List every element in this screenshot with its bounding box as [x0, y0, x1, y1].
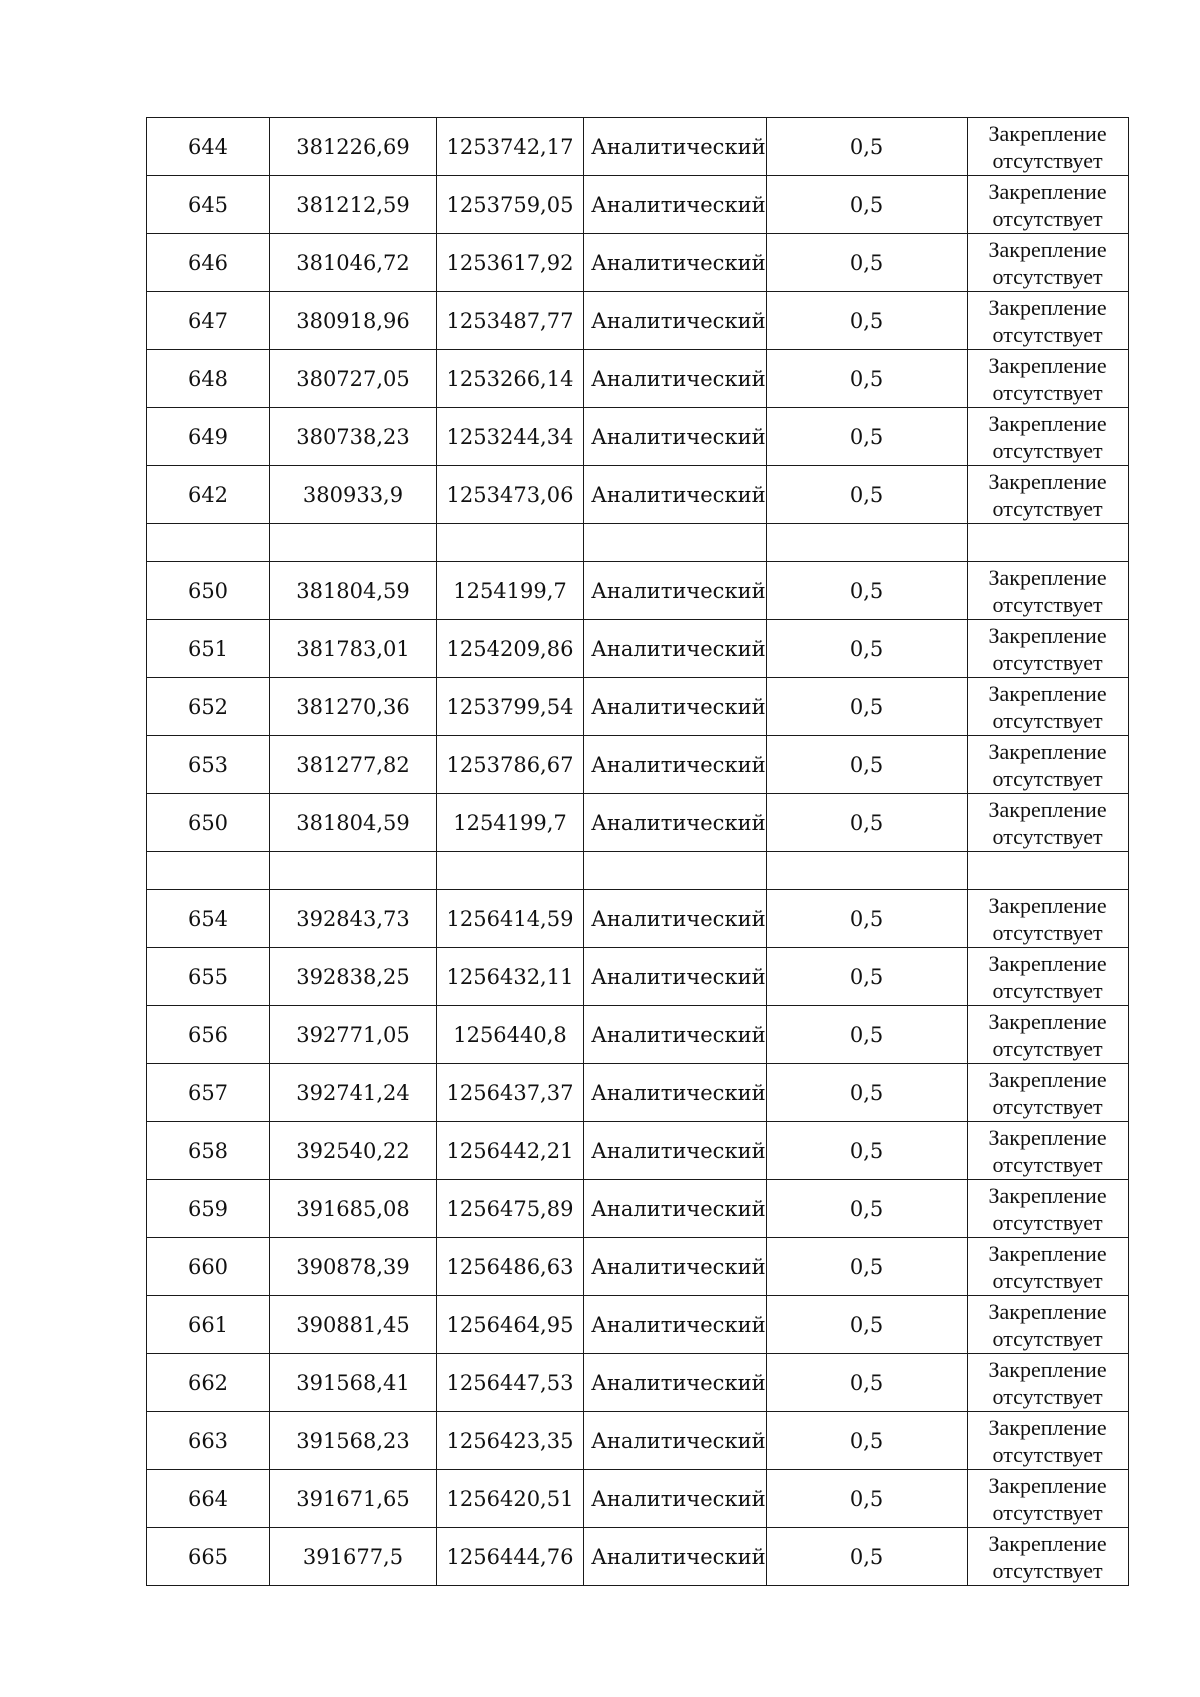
table-row — [147, 1528, 1129, 1586]
x-coordinate-cell: 390881,45 — [270, 1296, 437, 1354]
method-cell: Аналитический — [584, 890, 767, 948]
accuracy-cell: 0,5 — [766, 408, 967, 466]
empty-cell — [270, 524, 437, 562]
fixation-line-1: Закрепление — [988, 892, 1107, 918]
fixation-line-2: отсутствует — [992, 591, 1103, 617]
table-row — [147, 562, 1129, 620]
x-coordinate-cell: 380918,96 — [270, 292, 437, 350]
y-coordinate-cell: 1256447,53 — [437, 1354, 584, 1412]
x-coordinate-cell: 391671,65 — [270, 1470, 437, 1528]
fixation-cell — [967, 1412, 1128, 1470]
accuracy-cell: 0,5 — [766, 234, 967, 292]
table-row — [147, 1122, 1129, 1180]
point-number-cell: 654 — [147, 890, 270, 948]
x-coordinate-cell: 381226,69 — [270, 118, 437, 176]
y-coordinate-cell: 1253742,17 — [437, 118, 584, 176]
fixation-line-2: отсутствует — [992, 1093, 1103, 1119]
point-number-cell: 653 — [147, 736, 270, 794]
point-number-cell: 662 — [147, 1354, 270, 1412]
fixation-cell — [967, 562, 1128, 620]
accuracy-cell: 0,5 — [766, 1528, 967, 1586]
fixation-line-1: Закрепление — [988, 178, 1107, 204]
empty-cell — [967, 524, 1128, 562]
y-coordinate-cell: 1253799,54 — [437, 678, 584, 736]
point-number-cell: 652 — [147, 678, 270, 736]
fixation-line-2: отсутствует — [992, 437, 1103, 463]
method-cell: Аналитический — [584, 292, 767, 350]
fixation-line-1: Закрепление — [988, 738, 1107, 764]
method-cell: Аналитический — [584, 1470, 767, 1528]
accuracy-cell: 0,5 — [766, 794, 967, 852]
x-coordinate-cell: 392838,25 — [270, 948, 437, 1006]
fixation-line-1: Закрепление — [988, 622, 1107, 648]
fixation-line-2: отсутствует — [992, 977, 1103, 1003]
empty-cell — [270, 852, 437, 890]
table-row — [147, 890, 1129, 948]
fixation-line-1: Закрепление — [988, 1530, 1107, 1556]
x-coordinate-cell: 392771,05 — [270, 1006, 437, 1064]
method-cell: Аналитический — [584, 1412, 767, 1470]
empty-cell — [766, 524, 967, 562]
table-row — [147, 408, 1129, 466]
table-row — [147, 1296, 1129, 1354]
accuracy-cell: 0,5 — [766, 678, 967, 736]
point-number-cell: 647 — [147, 292, 270, 350]
table-row — [147, 1238, 1129, 1296]
table-row — [147, 118, 1129, 176]
fixation-line-1: Закрепление — [988, 564, 1107, 590]
fixation-line-2: отсутствует — [992, 1151, 1103, 1177]
fixation-line-2: отсутствует — [992, 919, 1103, 945]
fixation-line-2: отсутствует — [992, 205, 1103, 231]
method-cell: Аналитический — [584, 350, 767, 408]
fixation-cell — [967, 234, 1128, 292]
method-cell: Аналитический — [584, 948, 767, 1006]
method-cell: Аналитический — [584, 408, 767, 466]
point-number-cell: 656 — [147, 1006, 270, 1064]
fixation-cell — [967, 948, 1128, 1006]
fixation-line-1: Закрепление — [988, 1240, 1107, 1266]
empty-cell — [766, 852, 967, 890]
fixation-line-2: отсутствует — [992, 263, 1103, 289]
fixation-line-1: Закрепление — [988, 950, 1107, 976]
fixation-cell — [967, 1528, 1128, 1586]
fixation-line-1: Закрепление — [988, 1298, 1107, 1324]
y-coordinate-cell: 1256486,63 — [437, 1238, 584, 1296]
table-row — [147, 292, 1129, 350]
method-cell: Аналитический — [584, 176, 767, 234]
fixation-line-1: Закрепление — [988, 236, 1107, 262]
method-cell: Аналитический — [584, 118, 767, 176]
point-number-cell: 664 — [147, 1470, 270, 1528]
accuracy-cell: 0,5 — [766, 620, 967, 678]
point-number-cell: 642 — [147, 466, 270, 524]
fixation-line-2: отсутствует — [992, 321, 1103, 347]
accuracy-cell: 0,5 — [766, 1064, 967, 1122]
accuracy-cell: 0,5 — [766, 1354, 967, 1412]
fixation-line-2: отсутствует — [992, 495, 1103, 521]
fixation-cell — [967, 1180, 1128, 1238]
y-coordinate-cell: 1256464,95 — [437, 1296, 584, 1354]
y-coordinate-cell: 1253473,06 — [437, 466, 584, 524]
x-coordinate-cell: 391568,23 — [270, 1412, 437, 1470]
separator-row — [147, 852, 1129, 890]
accuracy-cell: 0,5 — [766, 118, 967, 176]
fixation-line-1: Закрепление — [988, 294, 1107, 320]
table-row — [147, 736, 1129, 794]
table-row — [147, 176, 1129, 234]
accuracy-cell: 0,5 — [766, 1296, 967, 1354]
fixation-line-2: отсутствует — [992, 1035, 1103, 1061]
x-coordinate-cell: 391677,5 — [270, 1528, 437, 1586]
point-number-cell: 650 — [147, 794, 270, 852]
x-coordinate-cell: 380933,9 — [270, 466, 437, 524]
method-cell: Аналитический — [584, 466, 767, 524]
table-row — [147, 1470, 1129, 1528]
table-row — [147, 1412, 1129, 1470]
fixation-line-2: отсутствует — [992, 379, 1103, 405]
x-coordinate-cell: 390878,39 — [270, 1238, 437, 1296]
fixation-line-2: отсутствует — [992, 1325, 1103, 1351]
fixation-cell — [967, 794, 1128, 852]
x-coordinate-cell: 380727,05 — [270, 350, 437, 408]
table-row — [147, 948, 1129, 1006]
accuracy-cell: 0,5 — [766, 466, 967, 524]
fixation-line-1: Закрепление — [988, 120, 1107, 146]
table-row — [147, 1064, 1129, 1122]
accuracy-cell: 0,5 — [766, 736, 967, 794]
x-coordinate-cell: 381046,72 — [270, 234, 437, 292]
x-coordinate-cell: 391685,08 — [270, 1180, 437, 1238]
method-cell: Аналитический — [584, 562, 767, 620]
fixation-line-1: Закрепление — [988, 680, 1107, 706]
fixation-cell — [967, 890, 1128, 948]
point-number-cell: 665 — [147, 1528, 270, 1586]
method-cell: Аналитический — [584, 1528, 767, 1586]
x-coordinate-cell: 381804,59 — [270, 794, 437, 852]
table-row — [147, 794, 1129, 852]
point-number-cell: 648 — [147, 350, 270, 408]
table-row — [147, 1354, 1129, 1412]
fixation-cell — [967, 176, 1128, 234]
y-coordinate-cell: 1256442,21 — [437, 1122, 584, 1180]
empty-cell — [437, 524, 584, 562]
x-coordinate-cell: 391568,41 — [270, 1354, 437, 1412]
fixation-line-2: отсутствует — [992, 765, 1103, 791]
y-coordinate-cell: 1256440,8 — [437, 1006, 584, 1064]
empty-cell — [147, 524, 270, 562]
point-number-cell: 659 — [147, 1180, 270, 1238]
fixation-line-2: отсутствует — [992, 147, 1103, 173]
y-coordinate-cell: 1253759,05 — [437, 176, 584, 234]
fixation-line-1: Закрепление — [988, 1356, 1107, 1382]
y-coordinate-cell: 1253487,77 — [437, 292, 584, 350]
fixation-cell — [967, 1122, 1128, 1180]
fixation-line-1: Закрепление — [988, 796, 1107, 822]
accuracy-cell: 0,5 — [766, 1006, 967, 1064]
point-number-cell: 646 — [147, 234, 270, 292]
point-number-cell: 661 — [147, 1296, 270, 1354]
accuracy-cell: 0,5 — [766, 1122, 967, 1180]
point-number-cell: 658 — [147, 1122, 270, 1180]
fixation-cell — [967, 408, 1128, 466]
accuracy-cell: 0,5 — [766, 1470, 967, 1528]
fixation-line-2: отсутствует — [992, 1267, 1103, 1293]
y-coordinate-cell: 1256475,89 — [437, 1180, 584, 1238]
method-cell: Аналитический — [584, 1296, 767, 1354]
point-number-cell: 660 — [147, 1238, 270, 1296]
fixation-line-1: Закрепление — [988, 1008, 1107, 1034]
point-number-cell: 651 — [147, 620, 270, 678]
fixation-line-2: отсутствует — [992, 823, 1103, 849]
table-row — [147, 1006, 1129, 1064]
method-cell: Аналитический — [584, 234, 767, 292]
method-cell: Аналитический — [584, 1354, 767, 1412]
fixation-cell — [967, 1064, 1128, 1122]
fixation-line-1: Закрепление — [988, 1414, 1107, 1440]
y-coordinate-cell: 1254199,7 — [437, 794, 584, 852]
separator-row — [147, 524, 1129, 562]
x-coordinate-cell: 381277,82 — [270, 736, 437, 794]
y-coordinate-cell: 1256437,37 — [437, 1064, 584, 1122]
y-coordinate-cell: 1253266,14 — [437, 350, 584, 408]
fixation-cell — [967, 1006, 1128, 1064]
table-row — [147, 1180, 1129, 1238]
coordinates-table-body — [147, 118, 1129, 1586]
x-coordinate-cell: 380738,23 — [270, 408, 437, 466]
x-coordinate-cell: 381270,36 — [270, 678, 437, 736]
fixation-line-1: Закрепление — [988, 1124, 1107, 1150]
point-number-cell: 650 — [147, 562, 270, 620]
accuracy-cell: 0,5 — [766, 1238, 967, 1296]
table-row — [147, 234, 1129, 292]
fixation-cell — [967, 118, 1128, 176]
method-cell: Аналитический — [584, 678, 767, 736]
empty-cell — [147, 852, 270, 890]
method-cell: Аналитический — [584, 1180, 767, 1238]
point-number-cell: 657 — [147, 1064, 270, 1122]
y-coordinate-cell: 1254199,7 — [437, 562, 584, 620]
fixation-line-1: Закрепление — [988, 468, 1107, 494]
y-coordinate-cell: 1256444,76 — [437, 1528, 584, 1586]
fixation-line-2: отсутствует — [992, 649, 1103, 675]
table-row — [147, 620, 1129, 678]
y-coordinate-cell: 1256414,59 — [437, 890, 584, 948]
fixation-cell — [967, 1296, 1128, 1354]
fixation-cell — [967, 1354, 1128, 1412]
fixation-cell — [967, 1470, 1128, 1528]
coordinates-table — [146, 117, 1129, 1586]
accuracy-cell: 0,5 — [766, 562, 967, 620]
empty-cell — [584, 524, 767, 562]
x-coordinate-cell: 392540,22 — [270, 1122, 437, 1180]
x-coordinate-cell: 381804,59 — [270, 562, 437, 620]
fixation-line-1: Закрепление — [988, 410, 1107, 436]
y-coordinate-cell: 1253244,34 — [437, 408, 584, 466]
fixation-line-2: отсутствует — [992, 1383, 1103, 1409]
point-number-cell: 663 — [147, 1412, 270, 1470]
method-cell: Аналитический — [584, 1064, 767, 1122]
y-coordinate-cell: 1256432,11 — [437, 948, 584, 1006]
method-cell: Аналитический — [584, 794, 767, 852]
y-coordinate-cell: 1256420,51 — [437, 1470, 584, 1528]
accuracy-cell: 0,5 — [766, 1180, 967, 1238]
fixation-line-2: отсутствует — [992, 1499, 1103, 1525]
fixation-line-2: отсутствует — [992, 1441, 1103, 1467]
x-coordinate-cell: 381783,01 — [270, 620, 437, 678]
empty-cell — [967, 852, 1128, 890]
fixation-cell — [967, 620, 1128, 678]
accuracy-cell: 0,5 — [766, 292, 967, 350]
fixation-cell — [967, 1238, 1128, 1296]
y-coordinate-cell: 1256423,35 — [437, 1412, 584, 1470]
x-coordinate-cell: 392741,24 — [270, 1064, 437, 1122]
fixation-cell — [967, 466, 1128, 524]
fixation-line-1: Закрепление — [988, 1472, 1107, 1498]
empty-cell — [584, 852, 767, 890]
fixation-cell — [967, 736, 1128, 794]
method-cell: Аналитический — [584, 736, 767, 794]
fixation-line-2: отсутствует — [992, 1209, 1103, 1235]
empty-cell — [437, 852, 584, 890]
x-coordinate-cell: 392843,73 — [270, 890, 437, 948]
y-coordinate-cell: 1253617,92 — [437, 234, 584, 292]
table-row — [147, 466, 1129, 524]
point-number-cell: 644 — [147, 118, 270, 176]
method-cell: Аналитический — [584, 620, 767, 678]
accuracy-cell: 0,5 — [766, 1412, 967, 1470]
fixation-line-1: Закрепление — [988, 1182, 1107, 1208]
point-number-cell: 645 — [147, 176, 270, 234]
fixation-cell — [967, 292, 1128, 350]
accuracy-cell: 0,5 — [766, 948, 967, 1006]
x-coordinate-cell: 381212,59 — [270, 176, 437, 234]
y-coordinate-cell: 1253786,67 — [437, 736, 584, 794]
fixation-cell — [967, 678, 1128, 736]
method-cell: Аналитический — [584, 1238, 767, 1296]
table-row — [147, 350, 1129, 408]
accuracy-cell: 0,5 — [766, 176, 967, 234]
fixation-line-2: отсутствует — [992, 1557, 1103, 1583]
fixation-line-2: отсутствует — [992, 707, 1103, 733]
method-cell: Аналитический — [584, 1006, 767, 1064]
accuracy-cell: 0,5 — [766, 890, 967, 948]
fixation-cell — [967, 350, 1128, 408]
point-number-cell: 655 — [147, 948, 270, 1006]
method-cell: Аналитический — [584, 1122, 767, 1180]
fixation-line-1: Закрепление — [988, 352, 1107, 378]
table-row — [147, 678, 1129, 736]
fixation-line-1: Закрепление — [988, 1066, 1107, 1092]
point-number-cell: 649 — [147, 408, 270, 466]
y-coordinate-cell: 1254209,86 — [437, 620, 584, 678]
accuracy-cell: 0,5 — [766, 350, 967, 408]
